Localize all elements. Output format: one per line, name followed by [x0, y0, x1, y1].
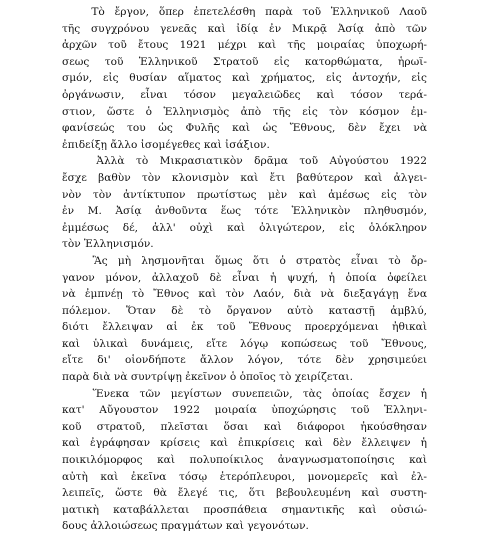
text-line: σμόν, εἰς θυσίαν αἵματος καὶ χρήματος, εἰς ἀντοχήν, εἰς [62, 72, 427, 85]
text-line: Ἂς μὴ λησμονῆται ὅμως ὅτι ὁ στρατὸς εἶναι τὸ ὄρ- [62, 254, 427, 267]
text-line: ἐν Μ. Ἀσίᾳ ἀνθοῦντα ἕως τότε Ἑλληνικὸν πληθυσμόν, [62, 205, 427, 218]
text-line: νὰ ἐμπνέῃ τὸ Ἔθνος καὶ τὸν Λαόν, διὰ νὰ διεξαγάγῃ ἕνα [62, 288, 427, 301]
text-line: Ἀλλὰ τὸ Μικρασιατικὸν δρᾶμα τοῦ Αὐγούστου 1922 [62, 155, 427, 168]
body-text-column [62, 4, 427, 535]
paragraph [62, 386, 427, 535]
text-line: ποικιλόμορφος καὶ πολυποίκιλος ἀναγνωσματοποίησις καὶ [62, 454, 427, 467]
text-line: φανίσεώς του ὡς Φυλῆς καὶ ὡς Ἔθνους, δὲν ἔχει νὰ [62, 122, 427, 135]
text-line: λειπεῖς, ὥστε θὰ ἔλεγέ τις, ὅτι βεβουλευμένη καὶ συστη- [62, 487, 427, 500]
text-line: δους ἀλλοιώσεως πραγμάτων καὶ γεγονότων. [62, 520, 309, 533]
text-line: νὸν τὸν ἀντίκτυπον πρωτίστως μὲν καὶ ἀμέσως εἰς τὸν [62, 188, 427, 201]
paragraph [62, 4, 427, 153]
text-line: σεως τοῦ Ἑλληνικοῦ Στρατοῦ εἰς κατορθώματα, ἡρωϊ- [62, 55, 427, 68]
text-line: ἀρχῶν τοῦ ἔτους 1921 μέχρι καὶ τῆς μοιραίας ὑποχωρή- [62, 39, 427, 52]
text-line: καὶ ὑλικαὶ δυνάμεις, εἴτε λόγῳ κοπώσεως τοῦ Ἔθνους, [62, 337, 427, 350]
text-line: αὐτὴ καὶ ἐκεῖνα τόσῳ ἑτερόπλευροι, μονομερεῖς καὶ ἐλ- [62, 470, 427, 483]
text-line: ἔσχε βαθὺν τὸν κλονισμὸν καὶ ἔτι βαθύτερον καὶ ἀλγει- [62, 171, 427, 184]
text-line: παρὰ διὰ νὰ συντρίψῃ ἐκεῖνον ὁ ὁποῖος τὸ χειρίζεται. [62, 371, 353, 384]
text-line: διότι ἔλλειψαν αἱ ἐκ τοῦ Ἔθνους προερχόμεναι ἠθικαὶ [62, 321, 427, 334]
text-line: κατ' Αὔγουστον 1922 μοιραία ὑποχώρησις τοῦ Ἑλληνι- [62, 404, 427, 417]
text-line: καὶ ἐγράφησαν κρίσεις καὶ ἐπικρίσεις καὶ δὲν ἔλλειψεν ἡ [62, 437, 427, 450]
paragraph [62, 253, 427, 386]
text-line: ματικὴ καταβάλλεται προσπάθεια σημαντικῆς καὶ οὐσιώ- [62, 503, 427, 516]
text-line: πόλεμον. Ὅταν δὲ τὸ ὄργανον αὐτὸ καταστῇ ἀμβλύ, [62, 304, 427, 317]
text-line: τῆς συγχρόνου γενεᾶς καὶ ἰδίᾳ ἐν Μικρᾷ Ἀσίᾳ ἀπὸ τῶν [62, 22, 427, 35]
text-line: ὀργάνωσιν, εἶναι τόσον μεγαλειῶδες καὶ τόσον τερά- [62, 88, 427, 101]
text-line: ἐμμέσως δέ, ἀλλ' οὐχὶ καὶ ὀλιγώτερον, εἰς ὁλόκληρον [62, 221, 427, 234]
text-line: ἐπιδείξῃ ἄλλο ἰσομέγεθες καὶ ἰσάξιον. [62, 138, 270, 151]
text-line: εἴτε δι' οἱονδήποτε ἄλλον λόγον, τότε δὲν χρησιμεύει [62, 354, 427, 367]
text-line: στιον, ὥστε ὁ Ἑλληνισμὸς ἀπὸ τῆς εἰς τὸν κόσμον ἐμ- [62, 105, 427, 118]
text-line: Ἕνεκα τῶν μεγίστων συνεπειῶν, τὰς ὁποίας ἔσχεν ἡ [62, 387, 427, 400]
text-line: Τὸ ἔργον, ὅπερ ἐπετελέσθη παρὰ τοῦ Ἑλληνικοῦ Λαοῦ [62, 6, 427, 18]
text-line: τὸν Ἑλληνισμόν. [62, 238, 154, 251]
text-line: κοῦ στρατοῦ, πλεῖσται ὅσαι καὶ διάφοροι ἠκούσθησαν [62, 420, 427, 433]
paragraph [62, 153, 427, 253]
text-line: γανον μόνον, ἀλλαχοῦ δὲ εἶναι ἡ ψυχή, ἡ ὁποία ὀφείλει [62, 271, 427, 284]
